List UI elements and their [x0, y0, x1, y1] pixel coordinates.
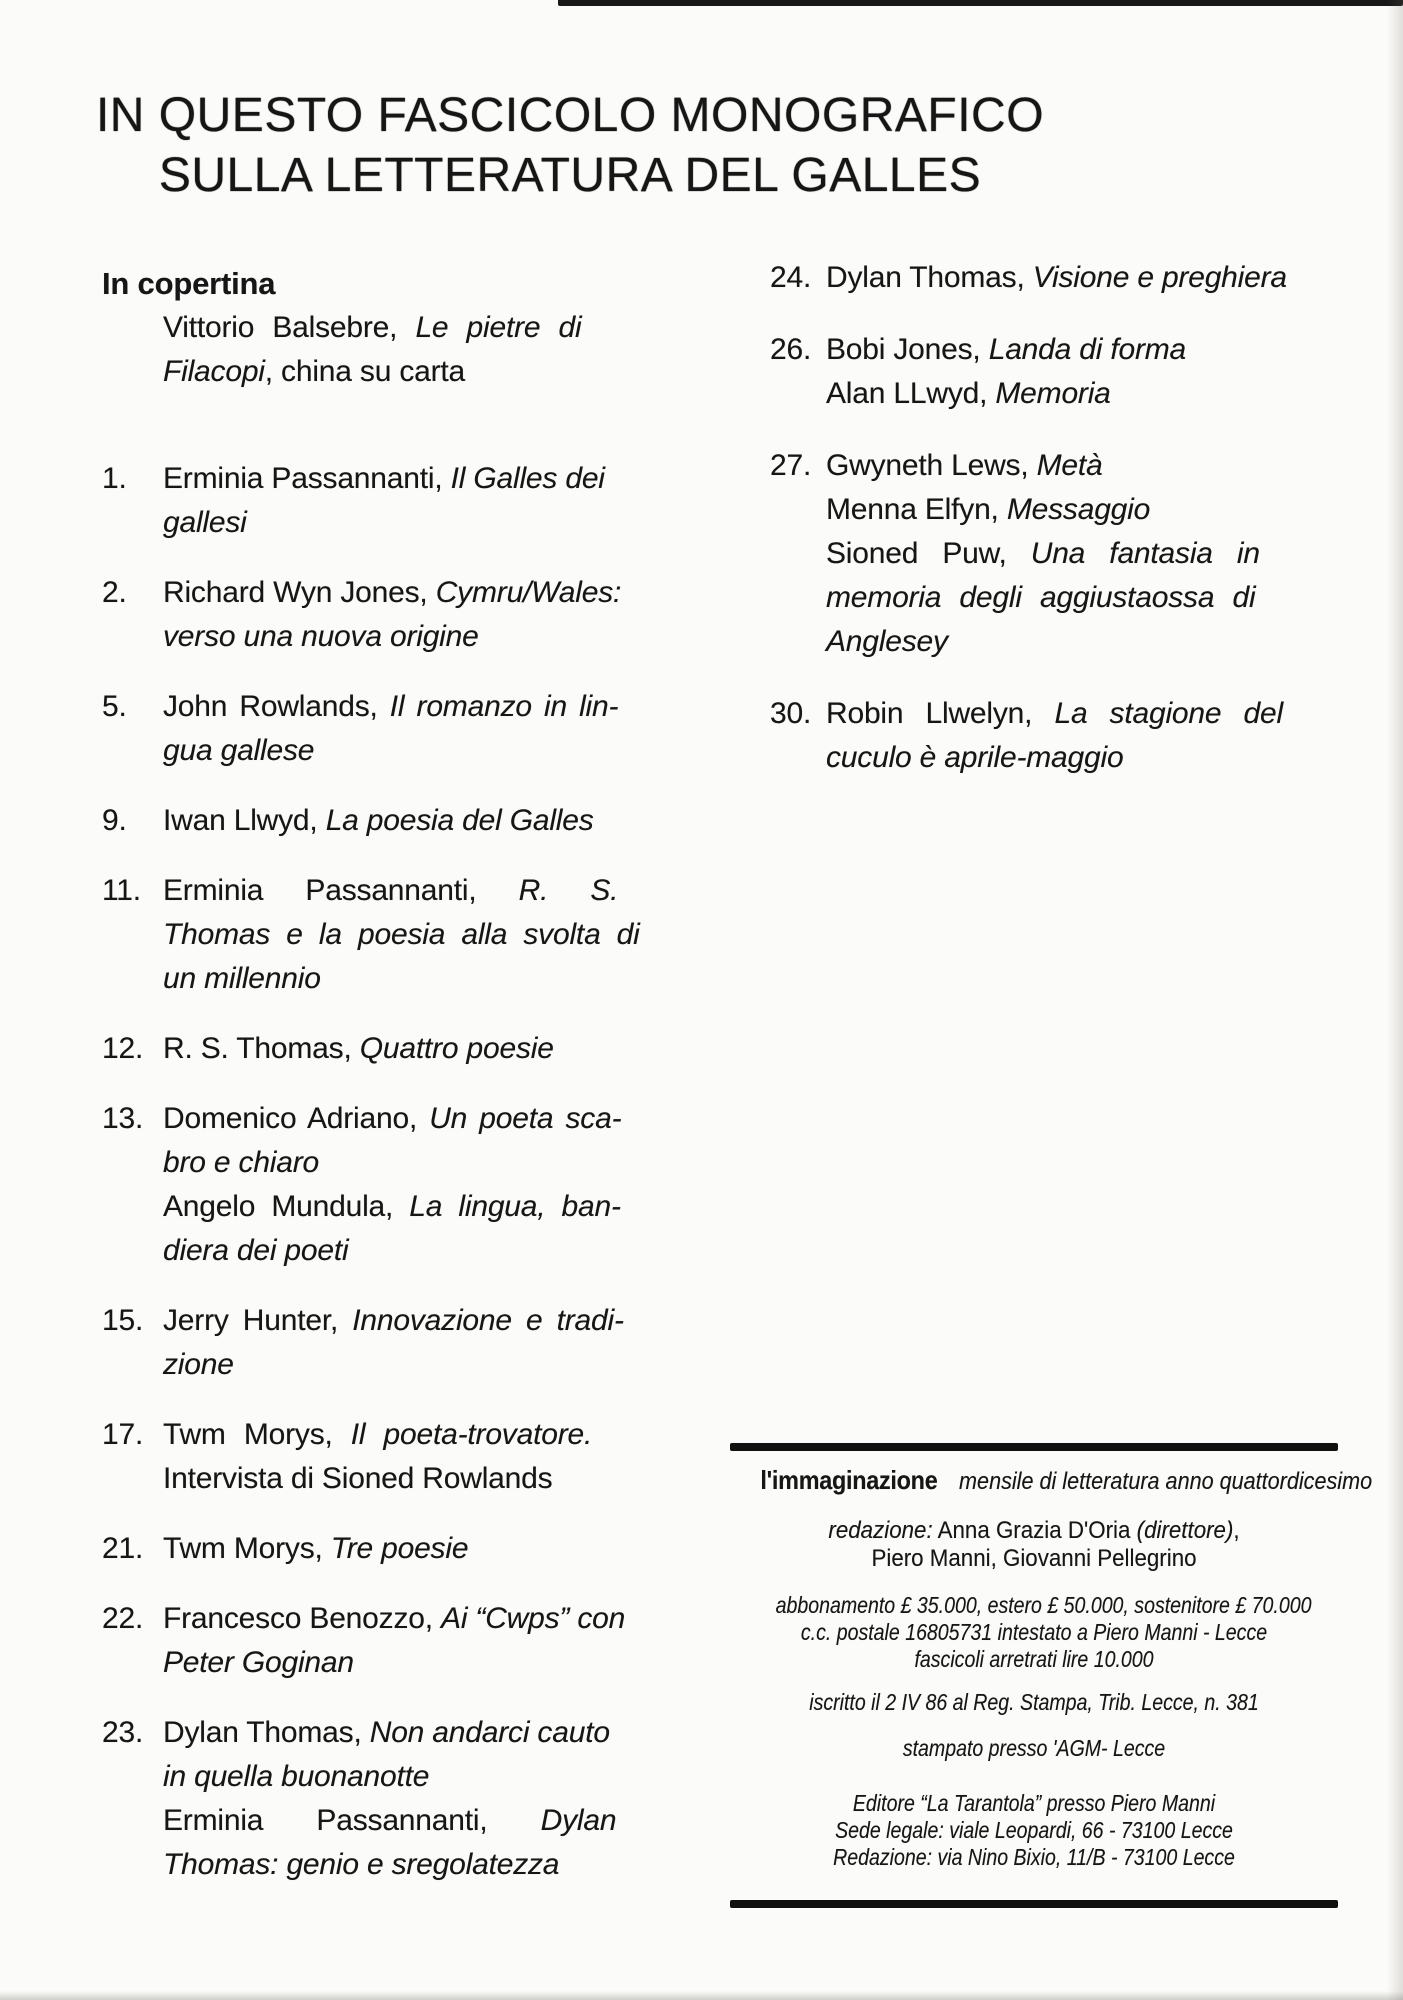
- toc-entry-24: [770, 256, 1350, 300]
- text-segment: Erminia Passannanti,: [163, 874, 519, 907]
- text-line: [163, 1755, 658, 1799]
- text-line: [163, 685, 658, 729]
- work-title-italic: Messaggio: [1006, 493, 1151, 526]
- text-line: [826, 372, 1350, 416]
- toc-entry-text: [163, 1711, 658, 1887]
- scan-edge-top: [558, 0, 1403, 6]
- text-line: [163, 1457, 658, 1501]
- toc-right-column: [770, 256, 1350, 808]
- cover-block: [102, 262, 658, 394]
- work-title-italic: Un poeta sca-: [429, 1102, 622, 1135]
- toc-list-left: [102, 457, 658, 1887]
- text-segment: Erminia Passannanti,: [163, 462, 451, 495]
- cover-heading: In copertina: [102, 266, 276, 301]
- work-title-italic: La poesia del Galles: [325, 804, 594, 837]
- text-segment: Domenico Adriano,: [163, 1102, 430, 1135]
- text-segment: R. S. Thomas,: [163, 1032, 360, 1065]
- toc-entry-9: [102, 799, 658, 843]
- text-line: [163, 571, 658, 615]
- work-title-italic: Il romanzo in lin-: [389, 690, 619, 723]
- text-segment: Alan LLwyd,: [826, 377, 996, 410]
- work-title-italic: Il poeta-trovatore.: [350, 1418, 593, 1451]
- text-segment: Dylan Thomas,: [826, 261, 1033, 294]
- text-segment: Menna Elfyn,: [826, 493, 1007, 526]
- text-segment: ,: [1233, 1517, 1240, 1544]
- text-line: [163, 350, 658, 394]
- work-title-italic: gallesi: [163, 506, 247, 539]
- toc-entry-30: [770, 692, 1350, 780]
- colophon-rule-bottom: [730, 1900, 1338, 1908]
- work-title-italic: gua gallese: [163, 734, 315, 767]
- toc-list-right: [770, 256, 1350, 780]
- colophon-rule-top: [730, 1443, 1338, 1451]
- toc-entry-page-number: 5.: [102, 690, 127, 723]
- text-segment: Twm Morys,: [163, 1532, 331, 1565]
- work-title-italic: redazione:: [828, 1517, 933, 1544]
- text-line: [163, 1413, 658, 1457]
- toc-entry-27: [770, 444, 1350, 664]
- text-line: [163, 1141, 658, 1185]
- scan-edge-bottom: [0, 1991, 1403, 2000]
- work-title-italic: La stagione del: [1054, 697, 1283, 730]
- text-line: [751, 1517, 1316, 1545]
- page-title-line1: IN QUESTO FASCICOLO MONOGRAFICO: [95, 89, 1045, 142]
- toc-entry-page-number: 12.: [102, 1032, 144, 1065]
- toc-entry-text: [163, 1597, 658, 1685]
- work-title-italic: Non andarci cauto: [369, 1716, 610, 1749]
- toc-entry-1: [102, 457, 658, 545]
- work-title-italic: Anglesey: [826, 625, 948, 658]
- text-line: [163, 1097, 658, 1141]
- work-title-italic: Thomas e la poesia alla svolta di: [163, 918, 640, 951]
- work-title-italic: verso una nuova origine: [163, 620, 479, 653]
- registration-info: [776, 1689, 1293, 1716]
- toc-entry-15: [102, 1299, 658, 1387]
- toc-entry-11: [102, 869, 658, 1001]
- text-segment: Angelo Mundula,: [163, 1190, 410, 1223]
- toc-entry-17: [102, 1413, 658, 1501]
- work-title-italic: Una fantasia in: [1030, 537, 1260, 570]
- text-segment: Robin Llwelyn,: [826, 697, 1055, 730]
- text-line: [826, 444, 1350, 488]
- work-title-italic: Cymru/Wales:: [435, 576, 622, 609]
- text-line: [751, 1545, 1316, 1573]
- toc-entry-text: [163, 571, 658, 659]
- text-line: [163, 457, 658, 501]
- text-line: [163, 1027, 658, 1071]
- toc-entry-text: [163, 457, 658, 545]
- toc-entry-page-number: 23.: [102, 1716, 144, 1749]
- work-title-italic: Landa di forma: [988, 333, 1187, 366]
- text-line: [826, 576, 1350, 620]
- text-segment: Iwan Llwyd,: [163, 804, 326, 837]
- toc-entry-page-number: 27.: [770, 449, 812, 482]
- work-title-italic: Memoria: [995, 377, 1111, 410]
- work-title-italic: Ai “Cwps” con: [441, 1602, 626, 1635]
- toc-entry-page-number: 26.: [770, 333, 812, 366]
- magazine-name: l'immaginazione: [760, 1465, 938, 1495]
- work-title-italic: Thomas: genio e sregolatezza: [163, 1848, 560, 1881]
- work-title-italic: Filacopi: [163, 355, 265, 388]
- page-title: [0, 86, 1140, 206]
- text-line: [826, 328, 1350, 372]
- work-title-italic: Visione e preghiera: [1032, 261, 1287, 294]
- toc-entry-text: [826, 256, 1350, 300]
- text-line: [163, 957, 658, 1001]
- subscription-info: [775, 1592, 1312, 1673]
- toc-entry-23: [102, 1711, 658, 1887]
- work-title-italic: in quella buonanotte: [163, 1760, 430, 1793]
- text-line: [163, 306, 658, 350]
- work-title-italic: R. S.: [518, 874, 619, 907]
- work-title-italic: cuculo è aprile-maggio: [826, 741, 1124, 774]
- text-line: [163, 729, 658, 773]
- text-line: [163, 501, 658, 545]
- scan-edge-right: [1387, 0, 1403, 2000]
- toc-entry-text: [826, 328, 1350, 416]
- work-title-italic: La lingua, ban-: [409, 1190, 621, 1223]
- registration-line: iscritto il 2 IV 86 al Reg. Stampa, Trib. Lecce, n. 381: [809, 1689, 1259, 1715]
- text-segment: Richard Wyn Jones,: [163, 576, 436, 609]
- work-title-italic: bro e chiaro: [163, 1146, 320, 1179]
- work-title-italic: (direttore): [1136, 1517, 1234, 1544]
- work-title-italic: Il Galles dei: [450, 462, 605, 495]
- text-line: [826, 692, 1350, 736]
- text-line: [826, 256, 1350, 300]
- toc-entry-page-number: 11.: [102, 874, 141, 907]
- toc-entry-12: [102, 1027, 658, 1071]
- publisher-info: [776, 1790, 1293, 1871]
- text-line: [826, 620, 1350, 664]
- text-line: [163, 869, 658, 913]
- toc-entry-text: [163, 869, 658, 1001]
- magazine-masthead: [760, 1465, 1373, 1497]
- toc-entry-text: [163, 685, 658, 773]
- text-line: [163, 913, 658, 957]
- text-line: [163, 615, 658, 659]
- text-segment: Dylan Thomas,: [163, 1716, 370, 1749]
- text-line: [163, 1711, 658, 1755]
- toc-entry-text: [163, 799, 658, 843]
- text-line: [826, 736, 1350, 780]
- toc-entry-page-number: 21.: [102, 1532, 144, 1565]
- toc-entry-page-number: 22.: [102, 1602, 144, 1635]
- toc-entry-page-number: 24.: [770, 261, 812, 294]
- printer-info: [776, 1735, 1293, 1762]
- toc-entry-5: [102, 685, 658, 773]
- publisher-line: Redazione: via Nino Bixio, 11/B - 73100 Lecce: [833, 1844, 1235, 1870]
- text-line: [163, 1799, 658, 1843]
- text-line: [163, 1843, 658, 1887]
- text-segment: Piero Manni, Giovanni Pellegrino: [871, 1545, 1197, 1572]
- text-segment: Anna Grazia D'Oria: [932, 1517, 1137, 1544]
- text-segment: Sioned Puw,: [826, 537, 1031, 570]
- toc-entry-21: [102, 1527, 658, 1571]
- text-line: [163, 1597, 658, 1641]
- magazine-subtitle: mensile di letteratura anno quattordicesimo: [959, 1468, 1373, 1495]
- toc-entry-text: [163, 1413, 658, 1501]
- page-title-line2: SULLA LETTERATURA DEL GALLES: [158, 149, 982, 202]
- toc-entry-text: [826, 444, 1350, 664]
- toc-entry-text: [163, 1097, 658, 1273]
- colophon-box: [730, 1443, 1373, 1908]
- toc-entry-page-number: 2.: [102, 576, 127, 609]
- text-segment: Twm Morys,: [163, 1418, 351, 1451]
- work-title-italic: Metà: [1036, 449, 1103, 482]
- toc-entry-text: [163, 1527, 658, 1571]
- toc-entry-page-number: 13.: [102, 1102, 144, 1135]
- toc-entry-page-number: 30.: [770, 697, 812, 730]
- subscription-line: abbonamento £ 35.000, estero £ 50.000, sostenitore £ 70.000: [775, 1592, 1312, 1618]
- work-title-italic: Innovazione e tradi-: [352, 1304, 624, 1337]
- toc-entry-page-number: 15.: [102, 1304, 144, 1337]
- publisher-line: Editore “La Tarantola” presso Piero Manni: [852, 1790, 1216, 1816]
- toc-entry-page-number: 9.: [102, 804, 127, 837]
- subscription-line: fascicoli arretrati lire 10.000: [914, 1646, 1154, 1672]
- subscription-line: c.c. postale 16805731 intestato a Piero Manni - Lecce: [800, 1619, 1268, 1645]
- text-line: [163, 1343, 658, 1387]
- toc-entry-2: [102, 571, 658, 659]
- work-title-italic: zione: [163, 1348, 234, 1381]
- toc-entry-text: [826, 692, 1350, 780]
- text-line: [826, 488, 1350, 532]
- toc-entry-page-number: 17.: [102, 1418, 144, 1451]
- text-line: [163, 799, 658, 843]
- toc-left-column: [102, 262, 658, 1913]
- editorial-staff: [751, 1517, 1316, 1573]
- toc-entry-text: [163, 1299, 658, 1387]
- work-title-italic: Quattro poesie: [359, 1032, 554, 1065]
- text-line: [163, 1527, 658, 1571]
- publisher-line: Sede legale: viale Leopardi, 66 - 73100 Lecce: [835, 1817, 1233, 1843]
- text-segment: Gwyneth Lews,: [826, 449, 1037, 482]
- work-title-italic: diera dei poeti: [163, 1234, 349, 1267]
- text-line: [163, 1641, 658, 1685]
- toc-entry-page-number: 1.: [102, 462, 127, 495]
- work-title-italic: Dylan: [540, 1804, 617, 1837]
- text-segment: Francesco Benozzo,: [163, 1602, 442, 1635]
- text-segment: Vittorio Balsebre,: [163, 311, 416, 344]
- text-line: [163, 1185, 658, 1229]
- toc-entry-22: [102, 1597, 658, 1685]
- text-segment: Intervista di Sioned Rowlands: [163, 1462, 553, 1495]
- work-title-italic: Tre poesie: [330, 1532, 469, 1565]
- toc-entry-text: [163, 1027, 658, 1071]
- text-segment: John Rowlands,: [163, 690, 390, 723]
- work-title-italic: Peter Goginan: [163, 1646, 354, 1679]
- toc-entry-13: [102, 1097, 658, 1273]
- text-segment: Bobi Jones,: [826, 333, 989, 366]
- work-title-italic: memoria degli aggiustaossa di: [826, 581, 1256, 614]
- toc-entry-26: [770, 328, 1350, 416]
- text-line: [163, 1299, 658, 1343]
- text-line: [826, 532, 1350, 576]
- printer-line: stampato presso 'AGM- Lecce: [902, 1735, 1166, 1761]
- text-segment: Jerry Hunter,: [163, 1304, 353, 1337]
- work-title-italic: un millennio: [163, 962, 321, 995]
- text-segment: Erminia Passannanti,: [163, 1804, 541, 1837]
- work-title-italic: Le pietre di: [415, 311, 582, 344]
- text-segment: , china su carta: [264, 355, 466, 388]
- text-line: [163, 1229, 658, 1273]
- cover-description: [102, 306, 658, 394]
